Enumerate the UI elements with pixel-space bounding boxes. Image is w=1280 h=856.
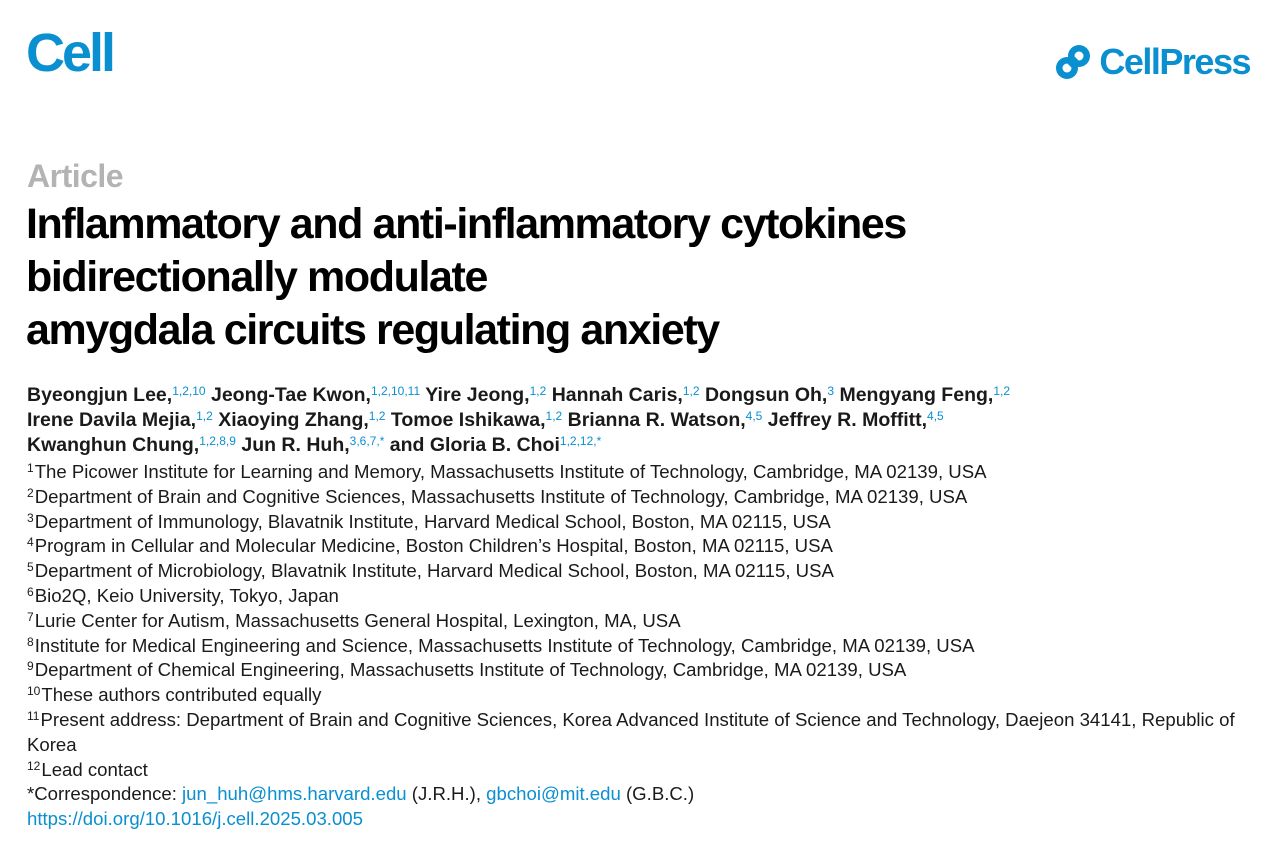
affiliation-text: Department of Microbiology, Blavatnik Institute, Harvard Medical School, Boston, MA 02115, USA <box>34 560 834 582</box>
publisher-name: CellPress <box>1099 41 1250 82</box>
affiliation-number: 8 <box>27 634 34 649</box>
author-affiliation-ref[interactable]: 4,5 <box>927 409 944 423</box>
email-link-choi[interactable]: gbchoi@mit.edu <box>486 783 621 805</box>
affiliation-text: Department of Brain and Cognitive Sciences, Massachusetts Institute of Technology, Cambridge, MA 02139, USA <box>34 485 968 507</box>
author-name: Brianna R. Watson, <box>567 409 746 431</box>
correspondence-label: *Correspondence: <box>27 783 183 805</box>
author-name: Tomoe Ishikawa, <box>390 409 546 431</box>
affiliation-number: 5 <box>27 560 34 575</box>
affiliation-text: Department of Immunology, Blavatnik Institute, Harvard Medical School, Boston, MA 02115, USA <box>34 510 831 532</box>
author-name: Dongsun Oh, <box>704 384 828 406</box>
affiliation-item <box>27 609 1257 634</box>
author-name: Irene Davila Mejia, <box>27 409 197 431</box>
affiliation-item <box>27 534 1257 559</box>
affiliation-text: These authors contributed equally <box>41 684 322 706</box>
author-name: Xiaoying Zhang, <box>218 409 369 431</box>
author-affiliation-ref[interactable]: 4,5 <box>745 409 763 423</box>
author-name: Jeffrey R. Moffitt, <box>767 409 928 431</box>
author-name: Yire Jeong, <box>425 384 530 406</box>
affiliation-text: Department of Chemical Engineering, Massachusetts Institute of Technology, Cambridge, MA 02139, USA <box>34 659 907 681</box>
affiliation-text: Bio2Q, Keio University, Tokyo, Japan <box>34 584 339 606</box>
author-line <box>27 433 1257 458</box>
author-affiliation-ref[interactable]: 3,6,7,* <box>349 434 385 448</box>
affiliation-item <box>27 510 1257 535</box>
author-name: Jun R. Huh, <box>241 434 350 456</box>
affiliation-text: Lead contact <box>41 758 148 780</box>
author-affiliation-ref[interactable]: 1,2,12,* <box>559 434 602 448</box>
author-name: Mengyang Feng, <box>839 384 994 406</box>
affiliation-number: 6 <box>27 584 34 599</box>
author-affiliation-ref[interactable]: 1,2,10,11 <box>370 384 421 398</box>
affiliation-item <box>27 634 1257 659</box>
affiliation-item <box>27 758 1257 783</box>
affiliation-number: 10 <box>27 684 41 699</box>
affiliation-item <box>27 559 1257 584</box>
affiliation-number: 11 <box>27 708 40 723</box>
author-name: Hannah Caris, <box>551 384 683 406</box>
author-affiliation-ref[interactable]: 1,2 <box>682 384 700 398</box>
author-affiliation-ref[interactable]: 1,2 <box>545 409 563 423</box>
affiliations-list <box>27 460 1257 832</box>
author-affiliation-ref[interactable]: 1,2,8,9 <box>199 434 236 448</box>
affiliation-text: Lurie Center for Autism, Massachusetts General Hospital, Lexington, MA, USA <box>34 609 681 631</box>
title-line: Inflammatory and anti-inflammatory cytokines <box>26 200 906 248</box>
affiliation-item <box>27 485 1257 510</box>
affiliation-item <box>27 584 1257 609</box>
author-affiliation-ref[interactable]: 1,2 <box>368 409 386 423</box>
title-line: amygdala circuits regulating anxiety <box>26 306 719 354</box>
journal-logo: Cell <box>26 23 114 83</box>
article-type-label: Article <box>27 158 124 194</box>
affiliation-item <box>27 460 1257 485</box>
cellpress-icon <box>1053 42 1093 82</box>
author-affiliation-ref[interactable]: 1,2,10 <box>172 384 206 398</box>
author-line <box>27 408 1257 433</box>
publisher-logo <box>1053 42 1250 82</box>
author-name: and Gloria B. Choi <box>389 434 560 456</box>
affiliation-number: 12 <box>27 758 41 773</box>
affiliation-number: 9 <box>27 659 34 674</box>
affiliation-text: Present address: Department of Brain and Cognitive Sciences, Korea Advanced Institute of Science and Technology, Daejeon 34141, Republic of Korea <box>27 708 1235 755</box>
correspondence-initials: (G.B.C.) <box>620 783 695 805</box>
affiliation-item <box>27 708 1257 758</box>
article-title <box>26 198 1226 357</box>
affiliation-number: 7 <box>27 609 34 624</box>
affiliation-text: The Picower Institute for Learning and Memory, Massachusetts Institute of Technology, Cambridge, MA 02139, USA <box>34 461 987 482</box>
affiliation-number: 3 <box>27 510 34 525</box>
author-name: Jeong-Tae Kwon, <box>210 384 371 406</box>
title-line: bidirectionally modulate <box>26 253 487 301</box>
affiliation-item <box>27 683 1257 708</box>
author-affiliation-ref[interactable]: 3 <box>827 384 835 398</box>
affiliation-number: 2 <box>27 485 34 500</box>
affiliation-number: 1 <box>27 461 34 475</box>
correspondence-line <box>27 782 1257 807</box>
author-name: Kwanghun Chung, <box>27 434 200 456</box>
affiliation-item <box>27 658 1257 683</box>
correspondence-initials: (J.R.H.), <box>406 783 487 805</box>
author-name: Byeongjun Lee, <box>27 384 173 406</box>
doi-link[interactable]: https://doi.org/10.1016/j.cell.2025.03.005 <box>27 808 363 830</box>
affiliation-text: Institute for Medical Engineering and Science, Massachusetts Institute of Technology, Cambridge, MA 02139, USA <box>34 634 975 656</box>
email-link-huh[interactable]: jun_huh@hms.harvard.edu <box>182 783 407 805</box>
affiliation-text: Program in Cellular and Molecular Medicine, Boston Children’s Hospital, Boston, MA 02115, USA <box>34 535 833 557</box>
affiliation-number: 4 <box>27 535 34 550</box>
doi-line <box>27 807 1257 832</box>
author-list <box>27 383 1257 458</box>
author-affiliation-ref[interactable]: 1,2 <box>529 384 547 398</box>
author-affiliation-ref[interactable]: 1,2 <box>993 384 1010 398</box>
author-line <box>27 383 1257 408</box>
author-affiliation-ref[interactable]: 1,2 <box>196 409 213 423</box>
